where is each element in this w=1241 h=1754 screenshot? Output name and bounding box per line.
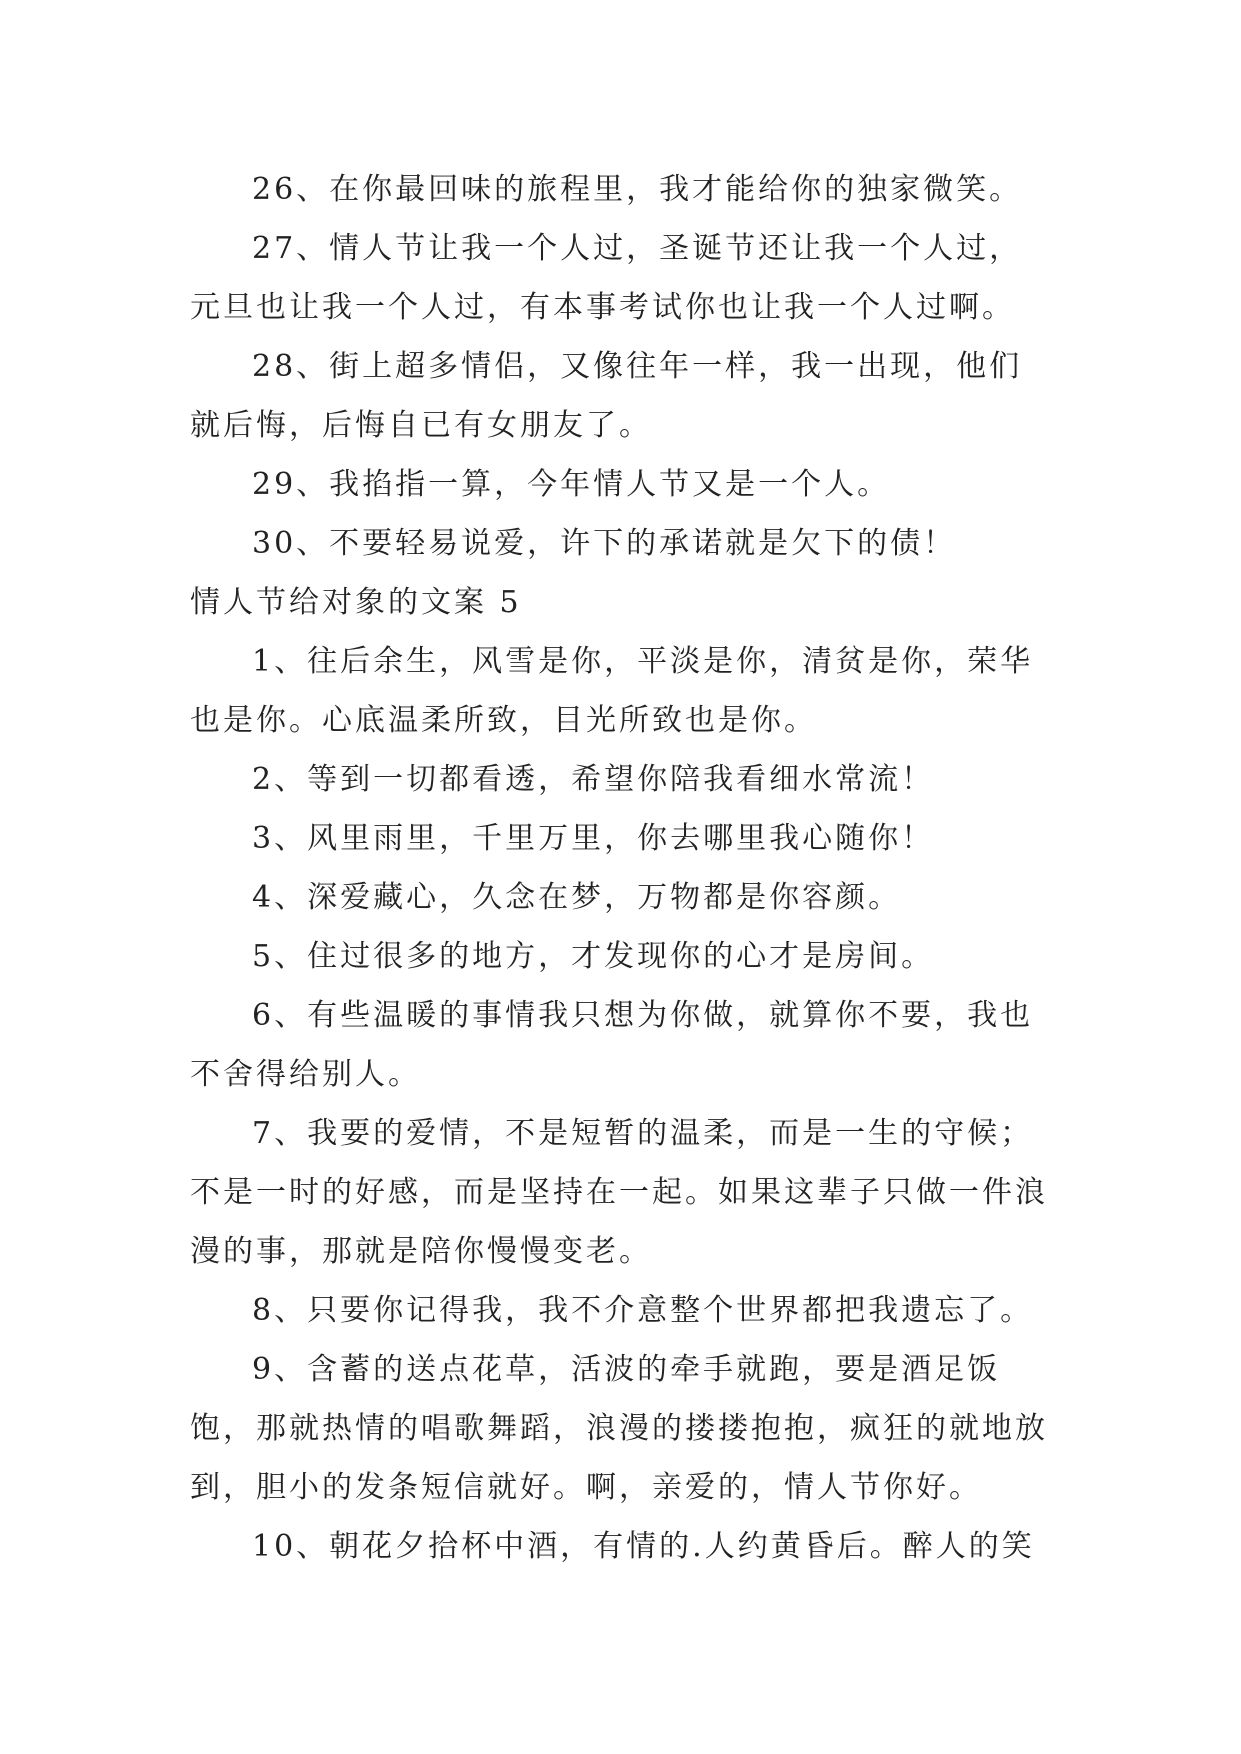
document-body <box>190 160 1050 1576</box>
paragraph-3: 3、风里雨里，千里万里，你去哪里我心随你！ <box>252 821 935 856</box>
paragraph-1: 1、往后余生，风雪是你，平淡是你，清贫是你，荣华也是你。心底温柔所致，目光所致也是你。 <box>190 644 1034 738</box>
paragraph-27: 27、情人节让我一个人过，圣诞节还让我一个人过，元旦也让我一个人过，有本事考试你也让我一个人过啊。 <box>190 231 1023 325</box>
paragraph-4: 4、深爱藏心，久念在梦，万物都是你容颜。 <box>252 880 902 915</box>
paragraph-9: 9、含蓄的送点花草，活波的牵手就跑，要是酒足饭饱，那就热情的唱歌舞蹈，浪漫的搂搂抱抱，疯狂的就地放到，胆小的发条短信就好。啊，亲爱的，情人节你好。 <box>190 1352 1048 1505</box>
paragraph-5: 5、住过很多的地方，才发现你的心才是房间。 <box>252 939 935 974</box>
paragraph-8: 8、只要你记得我，我不介意整个世界都把我遗忘了。 <box>252 1293 1034 1328</box>
paragraph-7: 7、我要的爱情，不是短暂的温柔，而是一生的守候；不是一时的好感，而是坚持在一起。如果这辈子只做一件浪漫的事，那就是陪你慢慢变老。 <box>190 1116 1048 1269</box>
paragraph-29: 29、我掐指一算，今年情人节又是一个人。 <box>252 467 891 502</box>
section-heading: 情人节给对象的文案 5 <box>190 585 522 620</box>
paragraph-30: 30、不要轻易说爱，许下的承诺就是欠下的债！ <box>252 526 957 561</box>
paragraph-26: 26、在你最回味的旅程里，我才能给你的独家微笑。 <box>252 172 1023 207</box>
paragraph-6: 6、有些温暖的事情我只想为你做，就算你不要，我也不舍得给别人。 <box>190 998 1034 1092</box>
paragraph-28: 28、街上超多情侣，又像往年一样，我一出现，他们就后悔，后悔自已有女朋友了。 <box>190 349 1023 443</box>
paragraph-2: 2、等到一切都看透，希望你陪我看细水常流！ <box>252 762 935 797</box>
paragraph-10: 10、朝花夕拾杯中酒，有情的.人约黄昏后。醉人的笑 <box>252 1529 1035 1564</box>
